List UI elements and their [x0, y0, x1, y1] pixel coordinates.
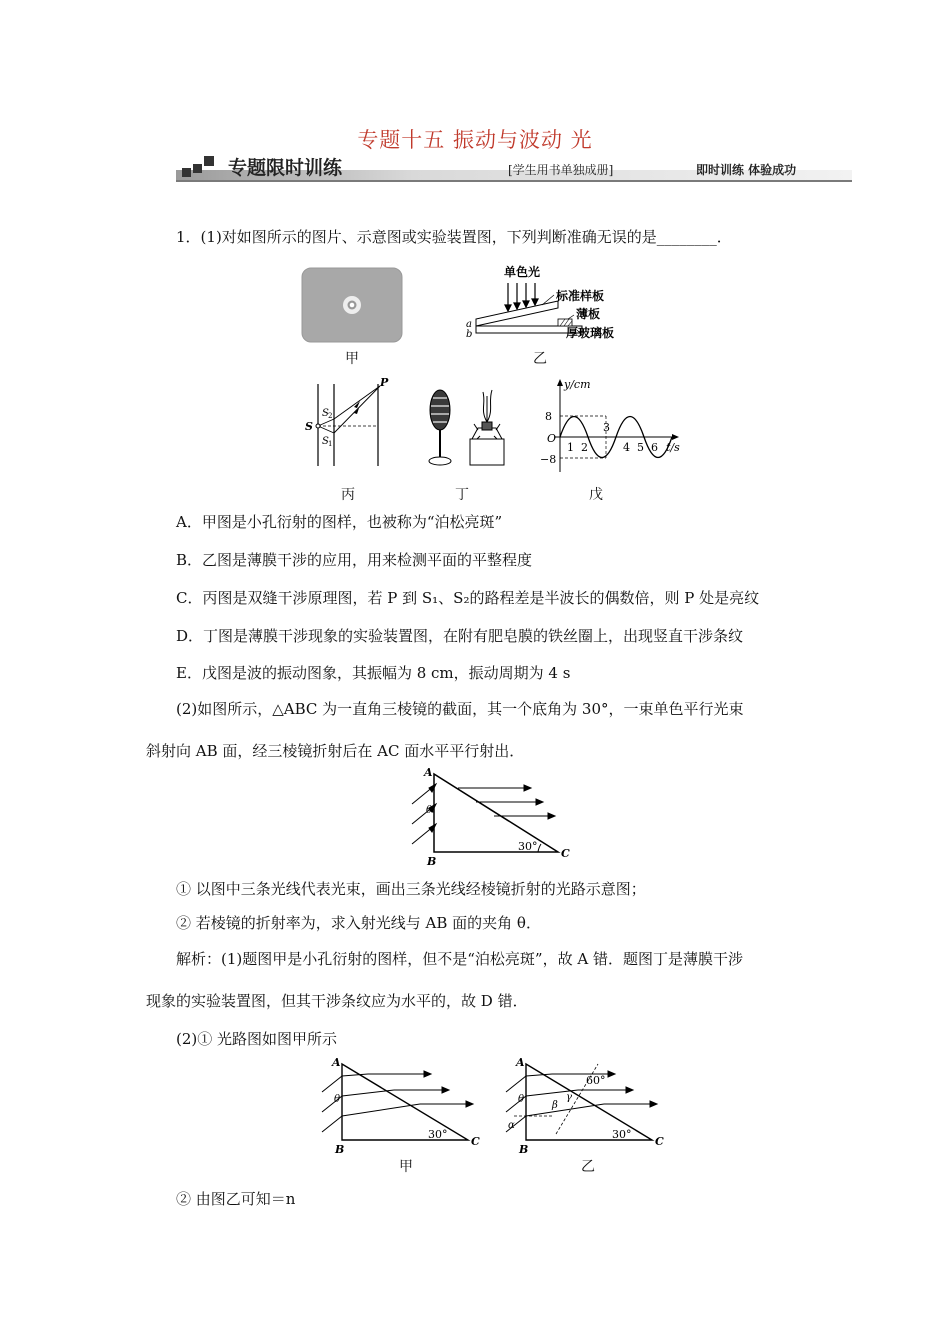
caption-jia: 甲	[345, 351, 359, 367]
svg-text:C: C	[561, 847, 570, 860]
solution-line-3: (2)① 光路图如图甲所示	[176, 1030, 338, 1048]
svg-text:60°: 60°	[586, 1074, 606, 1087]
page-title: 专题十五 振动与波动 光	[357, 128, 593, 152]
caption-ding: 丁	[455, 487, 469, 503]
svg-text:3: 3	[603, 421, 610, 434]
banner-right-text: 即时训练 体验成功	[696, 163, 797, 177]
banner-mid-text: [学生用书单独成册]	[508, 163, 614, 177]
svg-text:30°: 30°	[428, 1128, 448, 1141]
svg-text:5: 5	[637, 441, 644, 454]
option-e: E．戊图是波的振动图象，其振幅为 8 cm，振动周期为 4 s	[176, 664, 571, 682]
svg-text:S: S	[322, 436, 329, 447]
caption-wu: 戊	[589, 487, 603, 503]
svg-text:A: A	[332, 1056, 341, 1069]
solution-line-1: 解析：(1)题图甲是小孔衍射的图样，但不是“泊松亮斑”，故 A 错．题图丁是薄膜干涉	[176, 950, 743, 968]
svg-text:C: C	[655, 1135, 664, 1148]
svg-text:标准样板: 标准样板	[556, 289, 605, 303]
svg-text:薄板: 薄板	[576, 307, 601, 321]
option-a: A．甲图是小孔衍射的图样，也被称为“泊松亮斑”	[176, 513, 503, 531]
svg-text:θ: θ	[334, 1094, 341, 1105]
caption-yi: 乙	[533, 351, 547, 367]
option-d: D．丁图是薄膜干涉现象的实验装置图，在附有肥皂膜的铁丝圈上，出现竖直干涉条纹	[176, 627, 744, 645]
svg-text:θ: θ	[518, 1094, 525, 1105]
svg-text:B: B	[519, 1143, 529, 1156]
section-banner	[176, 152, 852, 184]
caption-solution-jia: 甲	[399, 1159, 413, 1175]
svg-text:S: S	[305, 420, 313, 433]
svg-text:α: α	[508, 1120, 515, 1131]
svg-text:b: b	[466, 329, 473, 340]
figure-wu-vibration-graph	[530, 376, 684, 476]
svg-text:A: A	[516, 1056, 525, 1069]
svg-text:单色光: 单色光	[504, 265, 541, 279]
svg-text:8: 8	[545, 410, 552, 423]
svg-text:O: O	[547, 432, 557, 445]
question-i: ① 以图中三条光线代表光束，画出三条光线经棱镜折射的光路示意图；	[176, 880, 646, 898]
svg-text:30°: 30°	[518, 840, 538, 853]
svg-text:β: β	[552, 1100, 558, 1111]
svg-text:30°: 30°	[612, 1128, 632, 1141]
svg-text:B: B	[335, 1143, 345, 1156]
svg-text:4: 4	[623, 441, 630, 454]
solution-line-2: 现象的实验装置图，但其干涉条纹应为水平的，故 D 错．	[146, 992, 528, 1010]
figure-prism-question	[410, 766, 586, 870]
caption-solution-yi: 乙	[581, 1159, 595, 1175]
svg-text:厚玻璃板: 厚玻璃板	[566, 326, 615, 340]
figure-solution-yi	[504, 1056, 668, 1158]
svg-text:γ: γ	[566, 1092, 572, 1103]
svg-text:a: a	[466, 319, 472, 330]
svg-text:S: S	[322, 408, 329, 419]
svg-text:A: A	[424, 766, 433, 779]
svg-text:2: 2	[581, 441, 588, 454]
option-b: B．乙图是薄膜干涉的应用，用来检测平面的平整程度	[176, 551, 533, 569]
svg-text:C: C	[471, 1135, 480, 1148]
svg-text:1: 1	[328, 440, 333, 448]
figure-ding-soap-film	[420, 384, 512, 468]
figure-solution-jia	[320, 1056, 480, 1158]
svg-text:2: 2	[328, 412, 333, 420]
svg-text:θ: θ	[426, 805, 433, 816]
solution-line-4: ② 由图乙可知＝n	[176, 1190, 296, 1208]
part2-line-1: (2)如图所示，△ABC 为一直角三棱镜的截面，其一个底角为 30°，一束单色平行光束	[176, 700, 744, 718]
part2-line-2: 斜射向 AB 面，经三棱镜折射后在 AC 面水平平行射出．	[146, 742, 525, 760]
figure-jia-diffraction	[300, 266, 404, 344]
figure-yi-thin-film	[462, 263, 632, 345]
question-ii: ② 若棱镜的折射率为，求入射光线与 AB 面的夹角 θ．	[176, 914, 541, 932]
banner-left-text: 专题限时训练	[228, 157, 343, 179]
caption-bing: 丙	[341, 487, 355, 503]
svg-text:P: P	[380, 376, 389, 389]
question-1-stem: 1．(1)对如图所示的图片、示意图或实验装置图，下列判断准确无误的是________．	[176, 228, 732, 246]
svg-text:t/s: t/s	[666, 441, 680, 454]
svg-text:y/cm: y/cm	[564, 378, 591, 391]
figure-bing-double-slit	[302, 376, 394, 468]
svg-text:−8: −8	[540, 453, 557, 466]
option-c: C．丙图是双缝干涉原理图，若 P 到 S₁、S₂的路程差是半波长的偶数倍，则 P 处是亮纹	[176, 589, 760, 607]
svg-text:6: 6	[651, 441, 658, 454]
svg-text:1: 1	[567, 441, 574, 454]
svg-text:B: B	[427, 855, 437, 868]
